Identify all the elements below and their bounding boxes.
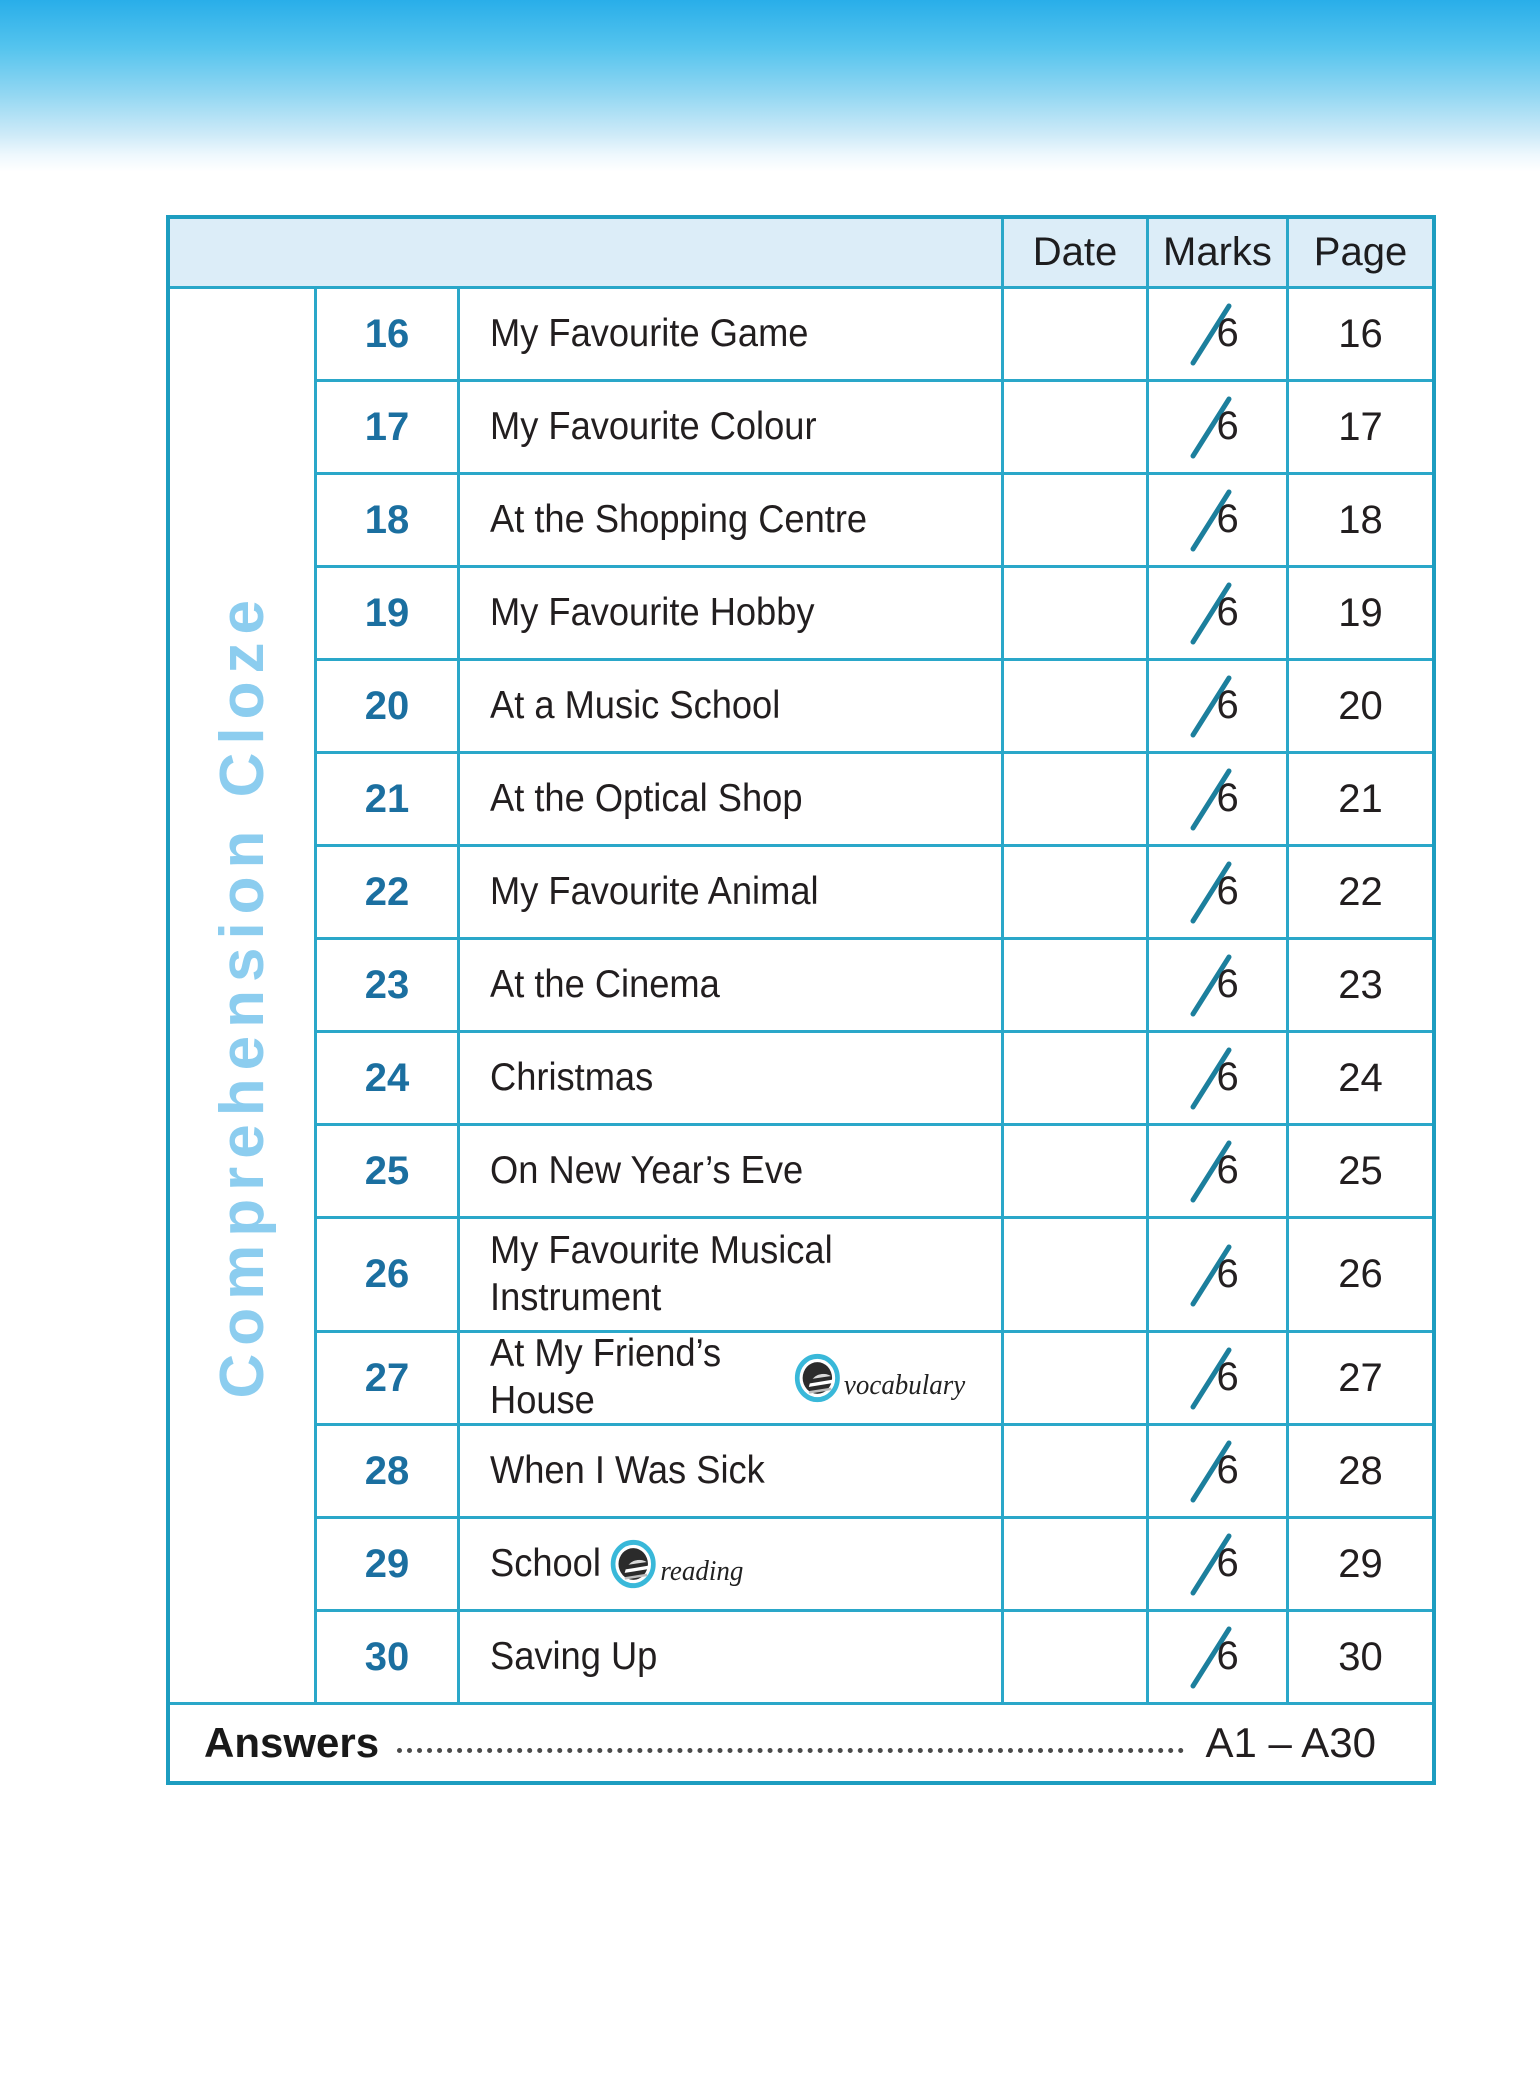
page-number: 25 xyxy=(1338,1148,1383,1193)
marks-denominator: 6 xyxy=(1216,404,1239,448)
marks-cell xyxy=(1149,568,1289,661)
marks-denominator: 6 xyxy=(1216,869,1239,913)
marks-cell xyxy=(1149,661,1289,754)
page-number-cell xyxy=(1289,661,1432,754)
date-cell xyxy=(1004,1612,1149,1705)
lesson-title-wrap xyxy=(490,683,780,730)
date-cell xyxy=(1004,475,1149,568)
marks-cell xyxy=(1149,382,1289,475)
header-page: Page xyxy=(1289,219,1432,289)
answers-label: Answers xyxy=(204,1719,380,1766)
lesson-title-cell xyxy=(460,1219,1004,1333)
page-number-cell xyxy=(1289,940,1432,1033)
date-cell xyxy=(1004,1333,1149,1426)
date-cell xyxy=(1004,382,1149,475)
lesson-title-cell xyxy=(460,1033,1004,1126)
lesson-title-cell xyxy=(460,940,1004,1033)
section-label: Comprehension Cloze xyxy=(207,592,277,1399)
lesson-title-cell xyxy=(460,1126,1004,1219)
lesson-title: My Favourite Musical Instrument xyxy=(490,1228,833,1319)
page-number: 19 xyxy=(1338,590,1383,635)
page-number-cell xyxy=(1289,382,1432,475)
date-cell xyxy=(1004,1426,1149,1519)
lesson-number: 24 xyxy=(364,1055,410,1100)
striped-globe-badge-icon xyxy=(794,1353,841,1403)
lesson-number: 20 xyxy=(364,683,410,728)
score-area xyxy=(1187,1624,1249,1690)
score-area xyxy=(1187,394,1249,460)
lesson-title-cell xyxy=(460,1426,1004,1519)
score-area xyxy=(1187,766,1249,832)
page-number: 23 xyxy=(1338,962,1383,1007)
lesson-title: At the Shopping Centre xyxy=(490,497,868,541)
header-date: Date xyxy=(1004,219,1149,289)
lesson-title-cell xyxy=(460,1612,1004,1705)
lesson-number-cell xyxy=(317,940,460,1033)
marks-cell xyxy=(1149,940,1289,1033)
lesson-title-cell xyxy=(460,568,1004,661)
lesson-number: 28 xyxy=(364,1448,410,1493)
page-number: 28 xyxy=(1338,1448,1383,1493)
lesson-title: At the Cinema xyxy=(490,962,720,1006)
marks-cell xyxy=(1149,1519,1289,1612)
marks-cell xyxy=(1149,289,1289,382)
score-area xyxy=(1187,1138,1249,1204)
marks-cell xyxy=(1149,1333,1289,1426)
lesson-number: 19 xyxy=(364,590,410,635)
lesson-title-wrap xyxy=(490,1333,965,1425)
lesson-number: 21 xyxy=(364,776,410,821)
lesson-number: 18 xyxy=(364,497,410,542)
page-number-cell xyxy=(1289,1333,1432,1426)
lesson-title: My Favourite Game xyxy=(490,311,809,355)
page-number-cell xyxy=(1289,1126,1432,1219)
date-cell xyxy=(1004,940,1149,1033)
lesson-number-cell xyxy=(317,1219,460,1333)
marks-cell xyxy=(1149,475,1289,568)
lesson-number-cell xyxy=(317,1612,460,1705)
lesson-number-cell xyxy=(317,289,460,382)
lesson-title: Christmas xyxy=(490,1055,654,1099)
lesson-title-cell xyxy=(460,754,1004,847)
lesson-title-cell xyxy=(460,661,1004,754)
lesson-title: My Favourite Hobby xyxy=(490,590,815,634)
lesson-title: Saving Up xyxy=(490,1634,658,1678)
dotted-leader xyxy=(397,1748,1183,1753)
score-area xyxy=(1187,1242,1249,1308)
page-number: 30 xyxy=(1338,1634,1383,1679)
lesson-title-cell xyxy=(460,1333,1004,1426)
lesson-title-cell xyxy=(460,382,1004,475)
marks-denominator: 6 xyxy=(1216,1355,1239,1399)
answers-page-range: A1 – A30 xyxy=(1205,1719,1376,1766)
page-number-cell xyxy=(1289,289,1432,382)
lesson-title: My Favourite Colour xyxy=(490,404,817,448)
page-number: 22 xyxy=(1338,869,1383,914)
lesson-number: 29 xyxy=(364,1541,410,1586)
date-cell xyxy=(1004,1519,1149,1612)
lesson-title-cell xyxy=(460,475,1004,568)
lesson-title-wrap xyxy=(490,1228,965,1322)
page-number: 24 xyxy=(1338,1055,1383,1100)
lesson-title: At the Optical Shop xyxy=(490,776,803,820)
lesson-title-wrap xyxy=(490,869,819,916)
lesson-title-wrap xyxy=(490,1148,803,1195)
score-area xyxy=(1187,1345,1249,1411)
score-area xyxy=(1187,487,1249,553)
striped-globe-badge-icon xyxy=(610,1539,657,1589)
header-spacer-cell xyxy=(170,219,1004,289)
marks-denominator: 6 xyxy=(1216,962,1239,1006)
lesson-title-wrap xyxy=(490,590,815,637)
page-number-cell xyxy=(1289,1219,1432,1333)
date-cell xyxy=(1004,1033,1149,1126)
date-cell xyxy=(1004,1219,1149,1333)
marks-denominator: 6 xyxy=(1216,497,1239,541)
page-number: 26 xyxy=(1338,1252,1383,1296)
lesson-number-cell xyxy=(317,475,460,568)
lesson-number-cell xyxy=(317,1519,460,1612)
lesson-number-cell xyxy=(317,1333,460,1426)
lesson-number: 16 xyxy=(364,311,410,356)
score-area xyxy=(1187,1045,1249,1111)
resource-badge xyxy=(794,1353,966,1403)
top-gradient-banner xyxy=(0,0,1540,172)
lesson-title: My Favourite Animal xyxy=(490,869,819,913)
lesson-number-cell xyxy=(317,568,460,661)
page-number-cell xyxy=(1289,475,1432,568)
lesson-title-wrap xyxy=(490,776,803,823)
lesson-number-cell xyxy=(317,661,460,754)
lesson-number-cell xyxy=(317,754,460,847)
date-cell xyxy=(1004,754,1149,847)
lesson-number: 27 xyxy=(364,1355,410,1400)
marks-denominator: 6 xyxy=(1216,311,1239,355)
lesson-number: 22 xyxy=(364,869,410,914)
resource-badge-word: vocabulary xyxy=(843,1369,966,1401)
marks-denominator: 6 xyxy=(1216,1634,1239,1678)
lesson-title: When I Was Sick xyxy=(490,1448,765,1492)
page-number-cell xyxy=(1289,847,1432,940)
answers-row xyxy=(170,1705,1432,1781)
lesson-number: 23 xyxy=(364,962,410,1007)
lesson-number-cell xyxy=(317,1426,460,1519)
lesson-title-cell xyxy=(460,289,1004,382)
header-marks: Marks xyxy=(1149,219,1289,289)
score-area xyxy=(1187,580,1249,646)
lesson-title-wrap xyxy=(490,1055,653,1102)
date-cell xyxy=(1004,1126,1149,1219)
marks-cell xyxy=(1149,1033,1289,1126)
resource-badge xyxy=(610,1539,743,1589)
date-cell xyxy=(1004,847,1149,940)
score-area xyxy=(1187,859,1249,925)
date-cell xyxy=(1004,661,1149,754)
page-number: 21 xyxy=(1338,776,1383,821)
lesson-number-cell xyxy=(317,382,460,475)
page-number: 27 xyxy=(1338,1355,1383,1400)
lesson-title: At a Music School xyxy=(490,683,781,727)
marks-cell xyxy=(1149,754,1289,847)
lesson-number: 17 xyxy=(364,404,410,449)
page-number: 17 xyxy=(1338,404,1383,449)
marks-denominator: 6 xyxy=(1216,776,1239,820)
score-area xyxy=(1187,1438,1249,1504)
lesson-title: At My Friend’s House xyxy=(490,1333,722,1422)
page-number-cell xyxy=(1289,568,1432,661)
lesson-title-wrap xyxy=(490,962,720,1009)
score-area xyxy=(1187,952,1249,1018)
lesson-number: 26 xyxy=(364,1252,410,1296)
lesson-number: 30 xyxy=(364,1634,410,1679)
date-cell xyxy=(1004,568,1149,661)
marks-denominator: 6 xyxy=(1216,1251,1239,1296)
page-number: 16 xyxy=(1338,311,1383,356)
marks-denominator: 6 xyxy=(1216,683,1239,727)
lesson-number: 25 xyxy=(364,1148,410,1193)
page-number-cell xyxy=(1289,1612,1432,1705)
marks-cell xyxy=(1149,847,1289,940)
lesson-title-wrap xyxy=(490,1539,743,1589)
page-number-cell xyxy=(1289,754,1432,847)
score-area xyxy=(1187,1531,1249,1597)
score-area xyxy=(1187,301,1249,367)
lesson-title-cell xyxy=(460,1519,1004,1612)
lesson-number-cell xyxy=(317,1126,460,1219)
marks-cell xyxy=(1149,1126,1289,1219)
lesson-number-cell xyxy=(317,847,460,940)
marks-denominator: 6 xyxy=(1216,590,1239,634)
marks-denominator: 6 xyxy=(1216,1541,1239,1585)
page-number: 18 xyxy=(1338,497,1383,542)
contents-table xyxy=(166,215,1436,1785)
marks-denominator: 6 xyxy=(1216,1148,1239,1192)
marks-denominator: 6 xyxy=(1216,1055,1239,1099)
lesson-title: On New Year’s Eve xyxy=(490,1148,804,1192)
section-label-cell xyxy=(170,289,317,1705)
lesson-title-wrap xyxy=(490,311,808,358)
score-area xyxy=(1187,673,1249,739)
lesson-title-wrap xyxy=(490,1634,657,1681)
lesson-title-wrap xyxy=(490,1448,765,1495)
page-number-cell xyxy=(1289,1033,1432,1126)
marks-cell xyxy=(1149,1219,1289,1333)
page-number-cell xyxy=(1289,1426,1432,1519)
lesson-title-wrap xyxy=(490,404,817,451)
resource-badge-word: reading xyxy=(660,1555,744,1587)
page-number: 20 xyxy=(1338,683,1383,728)
date-cell xyxy=(1004,289,1149,382)
marks-cell xyxy=(1149,1612,1289,1705)
lesson-number-cell xyxy=(317,1033,460,1126)
lesson-title-wrap xyxy=(490,497,867,544)
marks-denominator: 6 xyxy=(1216,1448,1239,1492)
page-number-cell xyxy=(1289,1519,1432,1612)
marks-cell xyxy=(1149,1426,1289,1519)
lesson-title-cell xyxy=(460,847,1004,940)
lesson-title: School xyxy=(490,1541,601,1585)
page-number: 29 xyxy=(1338,1541,1383,1586)
